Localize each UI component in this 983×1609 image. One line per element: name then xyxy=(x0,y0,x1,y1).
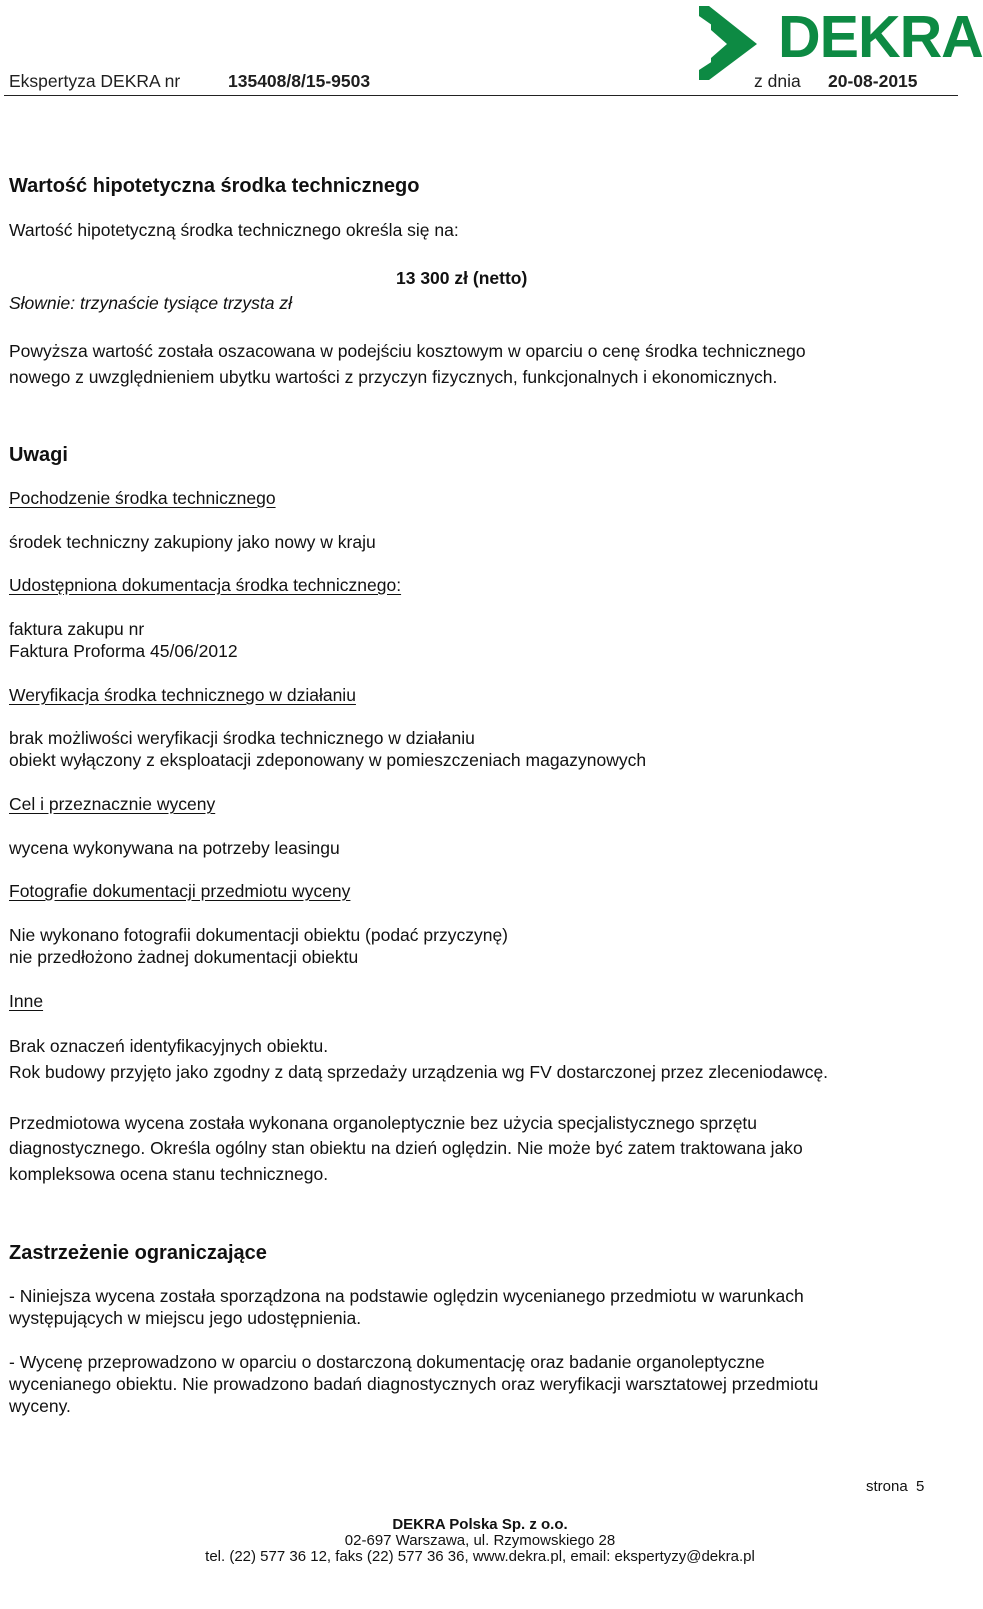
docs-line: faktura zakupu nr xyxy=(9,619,145,639)
photos-title: Fotografie dokumentacji przedmiotu wyceny xyxy=(9,881,351,901)
page-indicator xyxy=(866,1478,924,1495)
purpose-title: Cel i przeznacznie wyceny xyxy=(9,794,216,814)
organoleptic-line: Przedmiotowa wycena została wykonana organoleptycznie bez użycia specjalistycznego sprzętu xyxy=(9,1113,758,1133)
value-heading: Wartość hipotetyczna środka technicznego xyxy=(9,175,420,197)
limitations-p1-line: - Niniejsza wycena została sporządzona na podstawie oględzin wycenianego przedmiotu w warunkach xyxy=(9,1286,804,1306)
value-description-line: nowego z uwzględnieniem ubytku wartości z przyczyn fizycznych, funkcjonalnych i ekonomicznych. xyxy=(9,367,778,387)
header-divider xyxy=(4,95,958,96)
verification-line: obiekt wyłączony z eksploatacji zdeponowany w pomieszczeniach magazynowych xyxy=(9,750,647,770)
limitations-p2-line: wycenianego obiektu. Nie prowadzono badań diagnostycznych oraz weryfikacji warsztatowej przedmiotu xyxy=(9,1374,819,1394)
limitations-p2-line: - Wycenę przeprowadzono w oparciu o dostarczoną dokumentację oraz badanie organoleptyczne xyxy=(9,1352,765,1372)
value-description-line: Powyższa wartość została oszacowana w podejściu kosztowym w oparciu o cenę środka technicznego xyxy=(9,341,806,361)
verification-line: brak możliwości weryfikacji środka technicznego w działaniu xyxy=(9,728,475,748)
docs-line: Faktura Proforma 45/06/2012 xyxy=(9,641,238,661)
organoleptic-line: diagnostycznego. Określa ogólny stan obiektu na dzień oględzin. Nie może być zatem traktowana jako xyxy=(9,1138,803,1158)
other-line: Rok budowy przyjęto jako zgodny z datą sprzedaży urządzenia wg FV dostarczonej przez zleceniodawcę. xyxy=(9,1062,829,1082)
other-title: Inne xyxy=(9,991,44,1011)
organoleptic-line: kompleksowa ocena stanu technicznego. xyxy=(9,1164,329,1184)
value-intro: Wartość hipotetyczną środka technicznego określa się na: xyxy=(9,220,459,240)
footer-address: 02-697 Warszawa, ul. Rzymowskiego 28 xyxy=(344,1532,616,1549)
footer-company: DEKRA Polska Sp. z o.o. xyxy=(392,1516,568,1533)
origin-title: Pochodzenie środka technicznego xyxy=(9,488,276,508)
value-in-words: Słownie: trzynaście tysiące trzysta zł xyxy=(9,293,293,313)
header-report-number: 135408/8/15-9503 xyxy=(228,71,371,91)
header-date: 20-08-2015 xyxy=(828,71,918,91)
purpose-text: wycena wykonywana na potrzeby leasingu xyxy=(9,838,340,858)
value-amount: 13 300 zł (netto) xyxy=(396,268,528,288)
remarks-heading: Uwagi xyxy=(9,444,68,466)
header-date-label: z dnia xyxy=(754,71,801,91)
docs-title: Udostępniona dokumentacja środka technicznego: xyxy=(9,575,402,595)
header-title-label: Ekspertyza DEKRA nr xyxy=(9,71,181,91)
dekra-logo-text: DEKRA xyxy=(778,4,983,70)
photos-line: nie przedłożono żadnej dokumentacji obiektu xyxy=(9,947,359,967)
limitations-heading: Zastrzeżenie ograniczające xyxy=(9,1242,267,1264)
verification-title: Weryfikacja środka technicznego w działaniu xyxy=(9,685,356,705)
limitations-p2-line: wyceny. xyxy=(9,1396,71,1416)
page-label: strona xyxy=(866,1478,908,1495)
footer-contact: tel. (22) 577 36 12, faks (22) 577 36 36, www.dekra.pl, email: ekspertyzy@dekra.pl xyxy=(205,1548,755,1565)
page-number: 5 xyxy=(916,1478,925,1495)
other-line: Brak oznaczeń identyfikacyjnych obiektu. xyxy=(9,1036,329,1056)
origin-text: środek techniczny zakupiony jako nowy w kraju xyxy=(9,532,376,552)
photos-line: Nie wykonano fotografii dokumentacji obiektu (podać przyczynę) xyxy=(9,925,509,945)
dekra-logo-mark-icon xyxy=(697,4,777,82)
limitations-p1-line: występujących w miejscu jego udostępnienia. xyxy=(9,1308,362,1328)
